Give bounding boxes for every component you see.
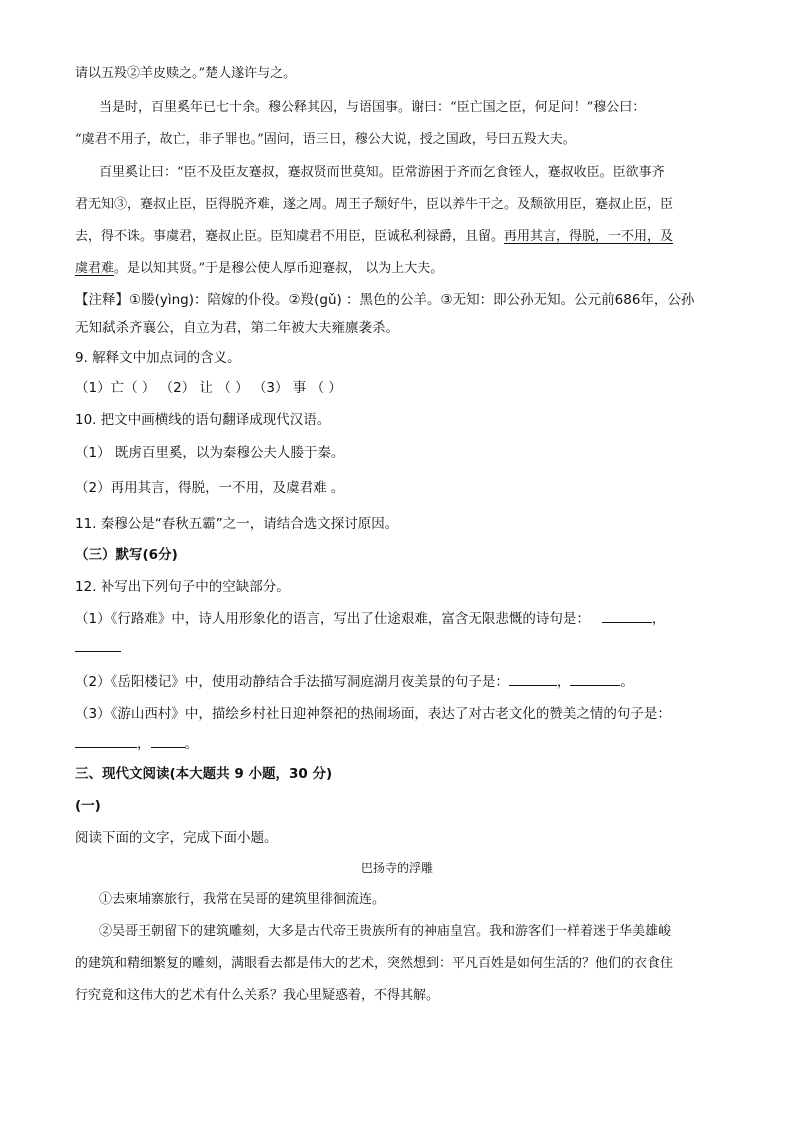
passage-text: 去，得不诛。事虞君，蹇叔止臣。臣知虞君不用臣，臣诚私利禄爵，且留。 [75, 229, 505, 244]
end-mark: 。 [620, 674, 634, 690]
article-paragraph: ①去柬埔寨旅行，我常在吴哥的建筑里徘徊流连。 [99, 892, 386, 907]
notes-line: 【注释】①媵(yìng)：陪嫁的仆役。②羖(gǔ) ：黑色的公羊。③无知：即公孙无知。公元前686年，公孙 [75, 292, 695, 308]
question-10-stem: 10. 把文中画横线的语句翻译成现代汉语。 [75, 412, 331, 428]
question-12-item-3-cont [75, 734, 198, 754]
question-11: 11. 秦穆公是“春秋五霸”之一，请结合选文探讨原因。 [75, 516, 399, 532]
question-12-item-3: （3）《游山西村》中，描绘乡村社日迎神祭祀的热闹场面，表达了对古老文化的赞美之情的句子是： [75, 706, 671, 722]
passage-line: 请以五羖②羊皮赎之。”楚人遂许与之。 [75, 66, 297, 81]
answer-blank[interactable] [151, 735, 185, 748]
passage-line [75, 259, 443, 279]
article-paragraph: ②吴哥王朝留下的建筑雕刻，大多是古代帝王贵族所有的神庙皇宫。我和游客们一样着迷于华美雄峻 [99, 924, 672, 939]
passage-line: “虞君不用子，故亡，非子罪也。”固问，语三日，穆公大说，授之国政，号曰五羖大夫。 [75, 132, 576, 147]
underlined-sentence: 再用其言，得脱，一不用，及 [504, 229, 674, 244]
part-heading: 三、现代文阅读(本大题共 9 小题，30 分) [75, 766, 333, 782]
passage-text: 。是以知其贤。”于是穆公使人厚币迎蹇叔， 以为上大夫。 [114, 261, 444, 276]
answer-blank[interactable] [570, 673, 620, 686]
instruction: 阅读下面的文字，完成下面小题。 [75, 830, 278, 846]
notes-line: 无知弑杀齐襄公，自立为君，第二年被大夫雍廪袭杀。 [75, 320, 399, 336]
question-10-item-2: （2）再用其言，得脱，一不用，及虞君难 。 [75, 480, 345, 496]
answer-blank[interactable] [509, 673, 557, 686]
article-title: 巴扬寺的浮雕 [360, 861, 433, 875]
sub-heading: (一) [75, 798, 101, 814]
passage-line: 君无知③，蹇叔止臣，臣得脱齐难，遂之周。周王子颓好牛，臣以养牛干之。及颓欲用臣，蹇叔止臣，臣 [75, 197, 674, 212]
answer-blank[interactable] [75, 639, 121, 652]
passage-line [75, 227, 673, 247]
question-12-item-2 [75, 672, 634, 692]
separator: ， [137, 736, 151, 752]
passage-line: 百里奚让曰：“臣不及臣友蹇叔，蹇叔贤而世莫知。臣常游困于齐而乞食铚人，蹇叔收臣。臣欲事齐 [99, 165, 665, 180]
separator: ， [556, 674, 571, 690]
question-12-item-1-cont [75, 638, 121, 658]
end-mark: 。 [184, 736, 198, 752]
answer-blank[interactable] [602, 610, 652, 623]
separator: ， [651, 611, 666, 627]
question-9-items: （1）亡（ ） （2） 让 （ ） （3） 事 （ ） [75, 380, 342, 396]
answer-blank[interactable] [75, 735, 137, 748]
item-text: （1）《行路难》中，诗人用形象化的语言，写出了仕途艰难，富含无限悲慨的诗句是： [75, 611, 590, 627]
question-9-stem: 9. 解释文中加点词的含义。 [75, 350, 241, 366]
question-10-item-1: （1） 既虏百里奚，以为秦穆公夫人媵于秦。 [75, 445, 345, 461]
section-heading: （三）默写(6分) [75, 547, 178, 563]
item-text: （2）《岳阳楼记》中，使用动静结合手法描写洞庭湖月夜美景的句子是： [75, 674, 509, 690]
underlined-sentence: 虞君难 [75, 261, 115, 276]
article-paragraph: 的建筑和精细繁复的雕刻，满眼看去都是伟大的艺术，突然想到：平凡百姓是如何生活的？他们的衣食住 [75, 956, 674, 971]
article-paragraph: 行究竟和这伟大的艺术有什么关系？我心里疑惑着，不得其解。 [75, 988, 440, 1003]
question-12-stem: 12. 补写出下列句子中的空缺部分。 [75, 579, 290, 595]
question-12-item-1 [75, 609, 665, 629]
passage-line: 当是时，百里奚年已七十余。穆公释其囚，与语国事。谢曰：“臣亡国之臣，何足问！”穆公曰： [99, 100, 646, 115]
